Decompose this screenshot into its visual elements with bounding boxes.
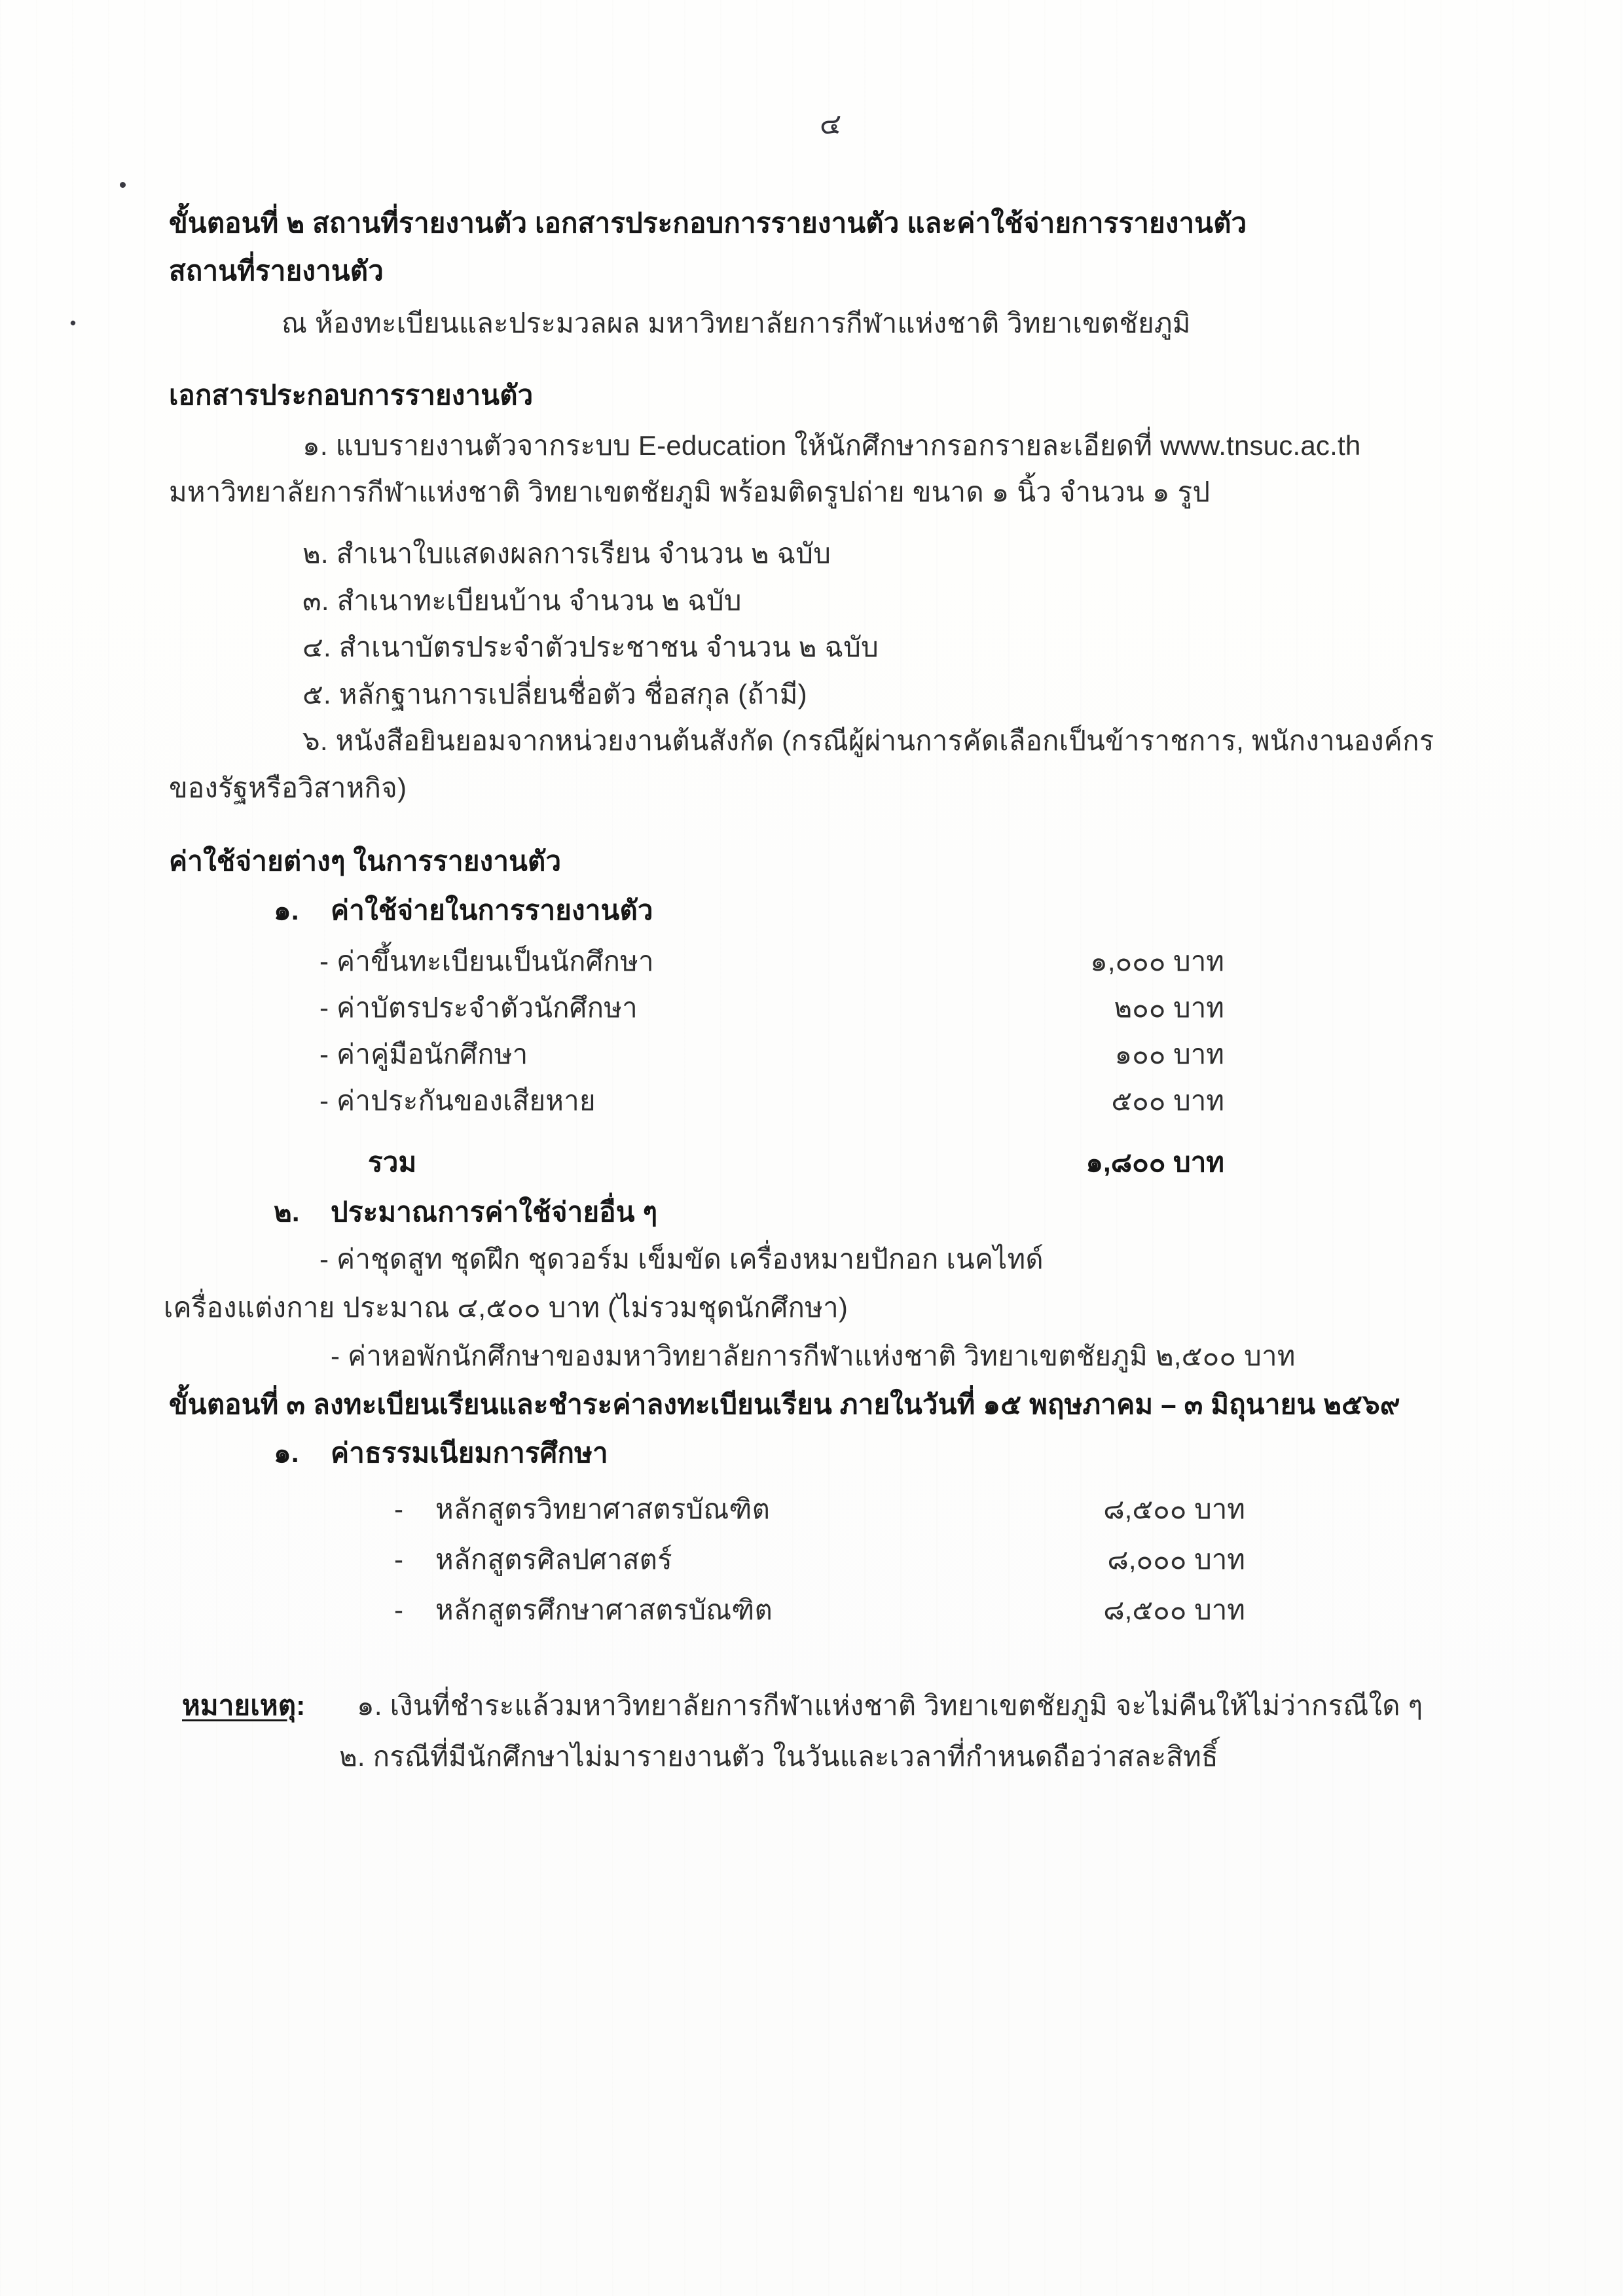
document-item-2: ๒. สำเนาใบแสดงผลการเรียน จำนวน ๒ ฉบับ (302, 538, 831, 569)
fee-row-amount: ๑๐๐ บาท (1114, 1039, 1224, 1069)
note-line-1: ๑. เงินที่ชำระแล้วมหาวิทยาลัยการกีฬาแห่งชาติ วิทยาเขตชัยภูมิ จะไม่คืนให้ไม่ว่ากรณีใด ๆ (357, 1690, 1423, 1721)
expense-sub2-number: ๒. (274, 1196, 300, 1227)
program-row-dash: - (394, 1494, 404, 1524)
fee-total-amount: ๑,๘๐๐ บาท (1085, 1147, 1224, 1177)
document-item-1-line-1: ๑. แบบรายงานตัวจากระบบ E-education ให้นักศึกษากรอกรายละเอียดที่ www.tnsuc.ac.th (302, 430, 1361, 461)
scan-artifact-dot (120, 182, 126, 188)
other-expense-line-2: เครื่องแต่งกาย ประมาณ ๔,๕๐๐ บาท (ไม่รวมชุดนักศึกษา) (164, 1292, 848, 1323)
fee-row-amount: ๑,๐๐๐ บาท (1090, 946, 1224, 977)
program-row-label: หลักสูตรศิลปศาสตร์ (435, 1544, 672, 1575)
step2-title: ขั้นตอนที่ ๒ สถานที่รายงานตัว เอกสารประกอบการรายงานตัว และค่าใช้จ่ายการรายงานตัว (169, 207, 1247, 238)
location-text: ณ ห้องทะเบียนและประมวลผล มหาวิทยาลัยการกีฬาแห่งชาติ วิทยาเขตชัยภูมิ (282, 308, 1191, 338)
program-row-amount: ๘,๕๐๐ บาท (1103, 1494, 1245, 1524)
fee-row-amount: ๒๐๐ บาท (1114, 992, 1224, 1023)
notes-heading-colon: : (296, 1690, 306, 1721)
step3-title: ขั้นตอนที่ ๓ ลงทะเบียนเรียนและชำระค่าลงทะเบียนเรียน ภายในวันที่ ๑๕ พฤษภาคม – ๓ มิถุนายน ๒๕๖๙ (169, 1389, 1400, 1420)
note-line-2: ๒. กรณีที่มีนักศึกษาไม่มารายงานตัว ในวันและเวลาที่กำหนดถือว่าสละสิทธิ์ (339, 1741, 1218, 1772)
document-item-1-line-2: มหาวิทยาลัยการกีฬาแห่งชาติ วิทยาเขตชัยภูมิ พร้อมติดรูปถ่าย ขนาด ๑ นิ้ว จำนวน ๑ รูป (169, 476, 1211, 507)
notes-heading-text: หมายเหตุ (182, 1690, 297, 1721)
expense-sub2-title: ประมาณการค่าใช้จ่ายอื่น ๆ (331, 1196, 658, 1227)
document-item-3: ๓. สำเนาทะเบียนบ้าน จำนวน ๒ ฉบับ (302, 585, 742, 616)
document-item-4: ๔. สำเนาบัตรประจำตัวประชาชน จำนวน ๒ ฉบับ (302, 632, 879, 662)
program-row-label: หลักสูตรวิทยาศาสตรบัณฑิต (435, 1494, 771, 1524)
fee-row-label: - ค่าบัตรประจำตัวนักศึกษา (319, 992, 638, 1023)
expenses-heading: ค่าใช้จ่ายต่างๆ ในการรายงานตัว (169, 846, 562, 876)
program-row-label: หลักสูตรศึกษาศาสตรบัณฑิต (435, 1594, 773, 1625)
page-number: ๔ (820, 108, 842, 140)
document-item-6-line-1: ๖. หนังสือยินยอมจากหน่วยงานต้นสังกัด (กรณีผู้ผ่านการคัดเลือกเป็นข้าราชการ, พนักงานองค์กร (302, 725, 1434, 756)
notes-heading (182, 1689, 305, 1723)
fee-total-label: รวม (368, 1147, 417, 1177)
fee-row-label: - ค่าคู่มือนักศึกษา (319, 1039, 528, 1069)
fee-row-label: - ค่าขึ้นทะเบียนเป็นนักศึกษา (319, 946, 654, 977)
other-expense-line-3: - ค่าหอพักนักศึกษาของมหาวิทยาลัยการกีฬาแห่งชาติ วิทยาเขตชัยภูมิ ๒,๕๐๐ บาท (331, 1340, 1296, 1371)
fee-row-label: - ค่าประกันของเสียหาย (319, 1085, 596, 1116)
fee-row-amount: ๕๐๐ บาท (1111, 1085, 1224, 1116)
expense-sub1-title: ค่าใช้จ่ายในการรายงานตัว (331, 895, 653, 925)
expense-sub1-number: ๑. (274, 895, 299, 925)
program-row-amount: ๘,๐๐๐ บาท (1107, 1544, 1245, 1575)
other-expense-line-1: - ค่าชุดสูท ชุดฝึก ชุดวอร์ม เข็มขัด เครื่องหมายปักอก เนคไทด์ (319, 1244, 1044, 1274)
document-item-6-line-2: ของรัฐหรือวิสาหกิจ) (169, 772, 407, 803)
tuition-sub1-number: ๑. (274, 1437, 299, 1468)
location-heading: สถานที่รายงานตัว (169, 255, 384, 286)
program-row-dash: - (394, 1544, 404, 1575)
program-row-amount: ๘,๕๐๐ บาท (1103, 1594, 1245, 1625)
scan-artifact-dot (70, 320, 77, 327)
documents-heading: เอกสารประกอบการรายงานตัว (169, 380, 534, 410)
document-item-5: ๕. หลักฐานการเปลี่ยนชื่อตัว ชื่อสกุล (ถ้ามี) (302, 679, 807, 709)
program-row-dash: - (394, 1594, 404, 1625)
tuition-sub1-title: ค่าธรรมเนียมการศึกษา (331, 1437, 608, 1468)
